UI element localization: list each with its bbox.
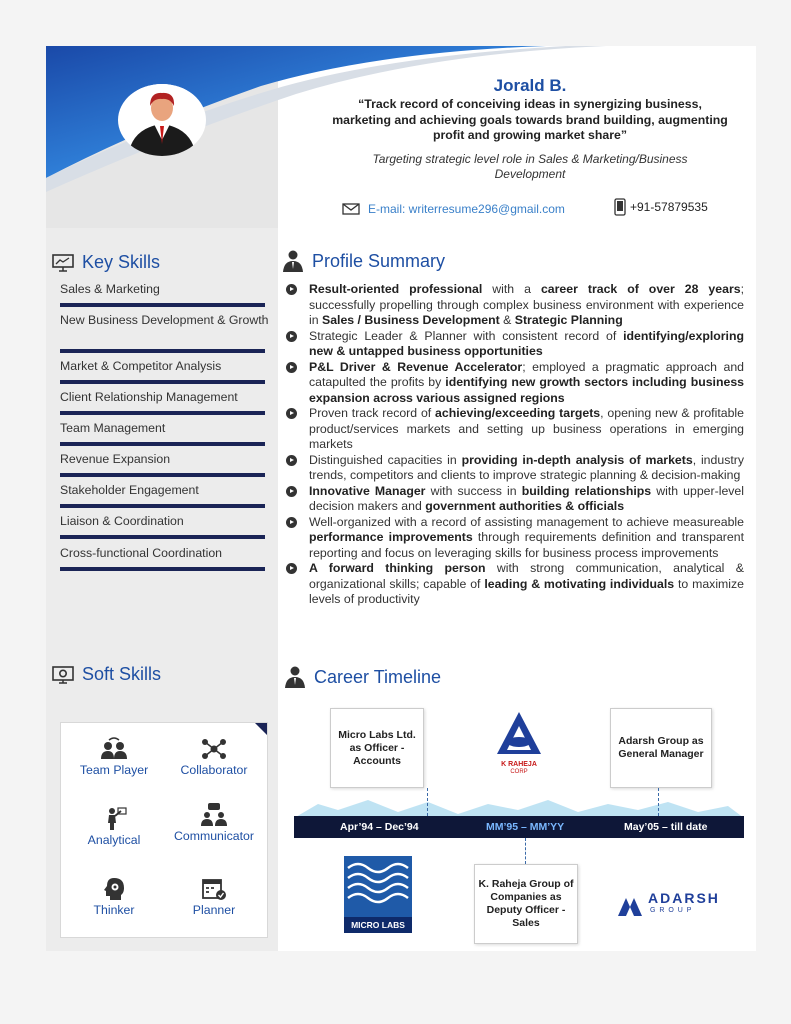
- soft-skill-team-player: Team Player: [65, 729, 163, 797]
- key-skill-item: Cross-functional Coordination: [60, 546, 222, 560]
- skill-divider: [60, 567, 265, 571]
- play-circle-icon: [286, 284, 297, 295]
- soft-skills-grid: [60, 722, 268, 938]
- career-timeline: [278, 696, 756, 951]
- person-icon: [284, 666, 306, 688]
- phone-contact: [614, 198, 708, 216]
- play-circle-icon: [286, 331, 297, 342]
- presenter-icon: [100, 807, 128, 831]
- speech-people-icon: [200, 803, 228, 827]
- connector-line: [427, 788, 428, 816]
- skill-divider: [60, 411, 265, 415]
- skill-divider: [60, 535, 265, 539]
- soft-skill-analytical: Analytical: [65, 799, 163, 867]
- target-role: Targeting strategic level role in Sales & Marketing/Business Development: [372, 152, 688, 181]
- career-box-k-raheja: K. Raheja Group of Companies as Deputy Officer - Sales: [474, 864, 578, 944]
- career-box-micro-labs: Micro Labs Ltd. as Officer - Accounts: [330, 708, 424, 788]
- skill-divider: [60, 504, 265, 508]
- adarsh-emblem: [618, 894, 642, 916]
- resume-page: [46, 46, 756, 951]
- skill-divider: [60, 473, 265, 477]
- micro-labs-waves: [344, 856, 412, 912]
- career-box-adarsh: Adarsh Group as General Manager: [610, 708, 712, 788]
- profile-summary-list: [284, 282, 744, 608]
- timeline-date-3: May’05 – till date: [624, 821, 708, 833]
- envelope-icon: [342, 203, 360, 215]
- summary-bullet: Distinguished capacities in providing in-depth analysis of markets, industry trends, competitors and clients to improve strategic planning & decision-making: [284, 453, 744, 484]
- summary-bullet: Well-organized with a record of assisting management to achieve measureable performance improvements through requirements definition and transparent reporting and focus on leveraging skills for business process improvements: [284, 515, 744, 562]
- adarsh-logo: ADARSH G R O U P: [618, 890, 730, 920]
- mountain-decoration: [278, 796, 756, 818]
- soft-skill-communicator: Communicator: [165, 795, 263, 863]
- summary-bullet: A forward thinking person with strong communication, analytical & organizational skills; capable of leading & motivating individuals to maximize levels of productivity: [284, 561, 744, 608]
- skill-divider: [60, 303, 265, 307]
- play-circle-icon: [286, 563, 297, 574]
- key-skill-item: Revenue Expansion: [60, 452, 171, 466]
- skill-divider: [60, 380, 265, 384]
- candidate-name: Jorald B.: [493, 76, 567, 95]
- key-skill-item: Sales & Marketing: [60, 282, 160, 296]
- summary-bullet: Proven track record of achieving/exceeding targets, opening new & profitable product/services markets and setting up business operations in emerging markets: [284, 406, 744, 453]
- connector-line: [658, 788, 659, 816]
- gear-monitor-icon: [52, 666, 74, 684]
- skill-divider: [60, 442, 265, 446]
- timeline-date-2: MM’95 – MM’YY: [486, 821, 565, 833]
- summary-bullet: Innovative Manager with success in building relationships with upper-level decision makers and government authorities & officials: [284, 484, 744, 515]
- network-people-icon: [200, 737, 228, 761]
- email-text[interactable]: E-mail: writerresume296@gmail.com: [368, 202, 565, 216]
- play-circle-icon: [286, 362, 297, 373]
- timeline-date-1: Apr’94 – Dec’94: [340, 821, 419, 833]
- soft-skill-thinker: Thinker: [65, 869, 163, 937]
- presentation-board-icon: [52, 254, 74, 272]
- mobile-phone-icon: [614, 198, 626, 216]
- key-skill-item: New Business Development & Growth: [60, 313, 269, 327]
- skill-divider: [60, 349, 265, 353]
- profile-avatar: [118, 84, 206, 156]
- header: [46, 46, 756, 228]
- key-skill-item: Market & Competitor Analysis: [60, 359, 222, 373]
- play-circle-icon: [286, 408, 297, 419]
- connector-line: [525, 838, 526, 864]
- key-skill-item: Client Relationship Management: [60, 390, 238, 404]
- head-gear-icon: [100, 877, 128, 901]
- tagline: “Track record of conceiving ideas in synergizing business, marketing and achieving goals towards brand building, augmenting profit and growing market share”: [332, 97, 728, 142]
- summary-bullet: P&L Driver & Revenue Accelerator; employed a pragmatic approach and catapulted the profits by identifying new growth sectors including business expansion across various assigned regions: [284, 360, 744, 407]
- soft-skill-collaborator: Collaborator: [165, 729, 263, 797]
- soft-skills-heading: Soft Skills: [52, 664, 161, 685]
- play-circle-icon: [286, 486, 297, 497]
- play-circle-icon: [286, 455, 297, 466]
- phone-text: +91-57879535: [630, 200, 708, 214]
- play-circle-icon: [286, 517, 297, 528]
- calendar-check-icon: [200, 877, 228, 901]
- career-timeline-heading: Career Timeline: [284, 666, 441, 688]
- soft-skill-planner: Planner: [165, 869, 263, 937]
- key-skills-heading: Key Skills: [52, 252, 160, 273]
- key-skill-item: Liaison & Coordination: [60, 514, 184, 528]
- profile-summary-heading: Profile Summary: [282, 250, 445, 272]
- team-icon: [100, 737, 128, 761]
- summary-bullet: Result-oriented professional with a career track of over 28 years; successfully propelling through complex business environment with experience in Sales / Business Development & Strategic Planning: [284, 282, 744, 329]
- key-skill-item: Stakeholder Engagement: [60, 483, 199, 497]
- k-raheja-logo: K RAHEJA CORP: [488, 710, 550, 786]
- person-icon: [282, 250, 304, 272]
- email-contact[interactable]: [342, 202, 565, 216]
- k-raheja-emblem: [495, 710, 543, 756]
- micro-labs-logo: MICRO LABS: [344, 856, 412, 930]
- key-skill-item: Team Management: [60, 421, 166, 435]
- summary-bullet: Strategic Leader & Planner with consistent record of identifying/exploring new & untapped business opportunities: [284, 329, 744, 360]
